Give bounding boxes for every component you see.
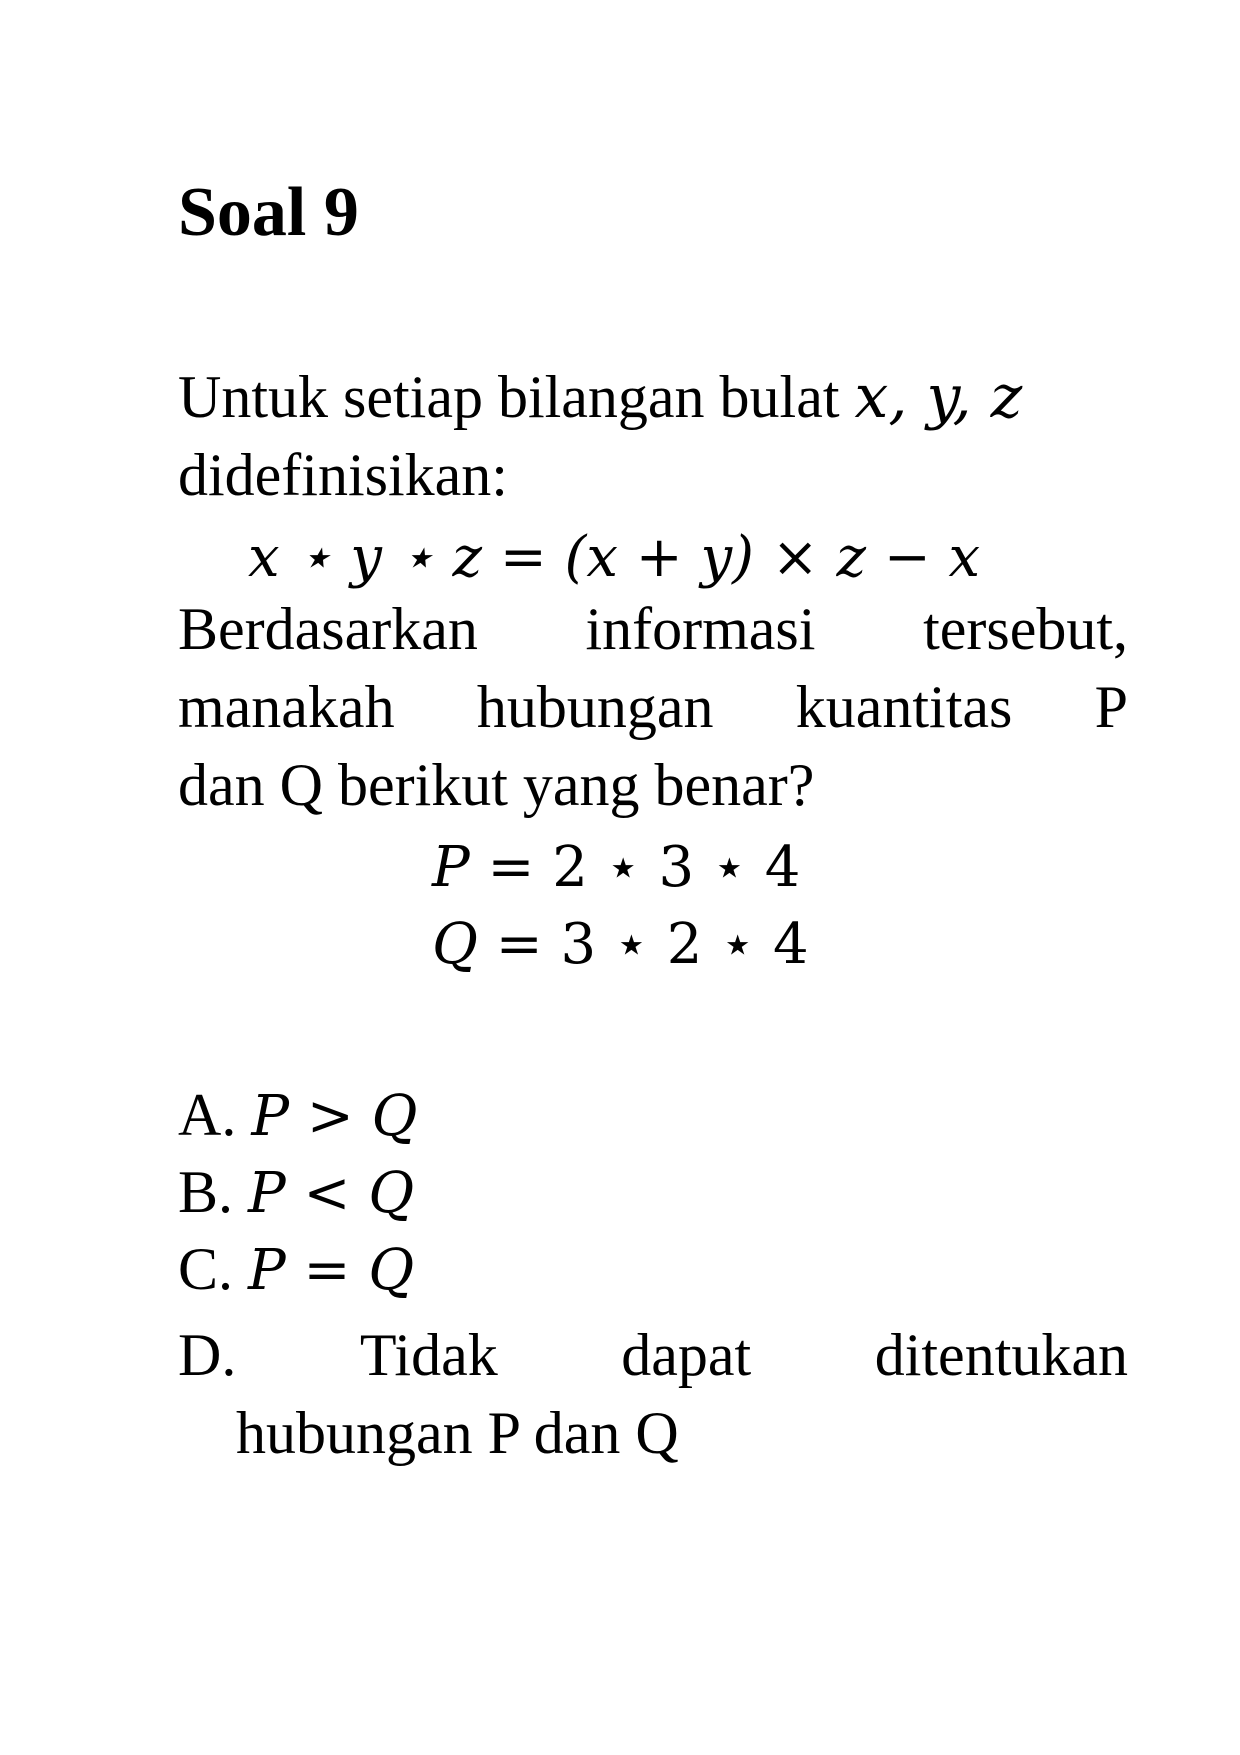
option-b-label: B. [178,1159,234,1225]
question-word: Berdasarkan [178,596,478,662]
option-d-word: dapat [621,1322,752,1388]
option-d-word: Tidak [359,1322,498,1388]
expression-q [432,912,809,977]
intro-variables: x, y, z [854,362,1023,432]
option-d-line-1 [178,1316,1128,1394]
expression-p-label: P [432,835,470,900]
option-d-line-2: hubungan P dan Q [236,1400,679,1466]
question-word: tersebut, [923,596,1128,662]
expression-q-label: Q [432,912,478,977]
expression-q-value: = 3 ⋆ 2 ⋆ 4 [477,912,809,977]
question-word: P [1094,674,1128,740]
option-a[interactable] [178,1082,418,1149]
intro-text: Untuk setiap bilangan bulat [178,364,855,430]
option-d-label: D. [178,1322,237,1388]
operation-definition: x ⋆ y ⋆ z = (x + y) × z − x [248,525,981,590]
question-word: hubungan [476,674,714,740]
option-d-word: ditentukan [874,1322,1128,1388]
option-c-math: P = Q [248,1238,415,1303]
question-line-1 [178,590,1128,668]
question-paragraph [178,590,1128,824]
question-word: manakah [178,674,395,740]
option-a-math: P > Q [251,1084,418,1149]
problem-title: Soal 9 [178,174,359,251]
question-word: informasi [585,596,816,662]
question-line-2 [178,668,1128,746]
expression-p-value: = 2 ⋆ 3 ⋆ 4 [469,835,801,900]
expression-p [432,835,801,900]
option-c[interactable] [178,1236,415,1303]
option-a-label: A. [178,1082,237,1148]
option-b[interactable] [178,1159,415,1226]
question-line-3: dan Q berikut yang benar? [178,752,815,818]
intro-paragraph [178,358,1128,514]
option-d[interactable] [178,1316,1128,1472]
intro-line-1 [178,358,1128,436]
intro-line-2: didefinisikan: [178,442,508,508]
question-word: kuantitas [795,674,1013,740]
option-c-label: C. [178,1236,234,1302]
option-b-math: P < Q [248,1161,415,1226]
